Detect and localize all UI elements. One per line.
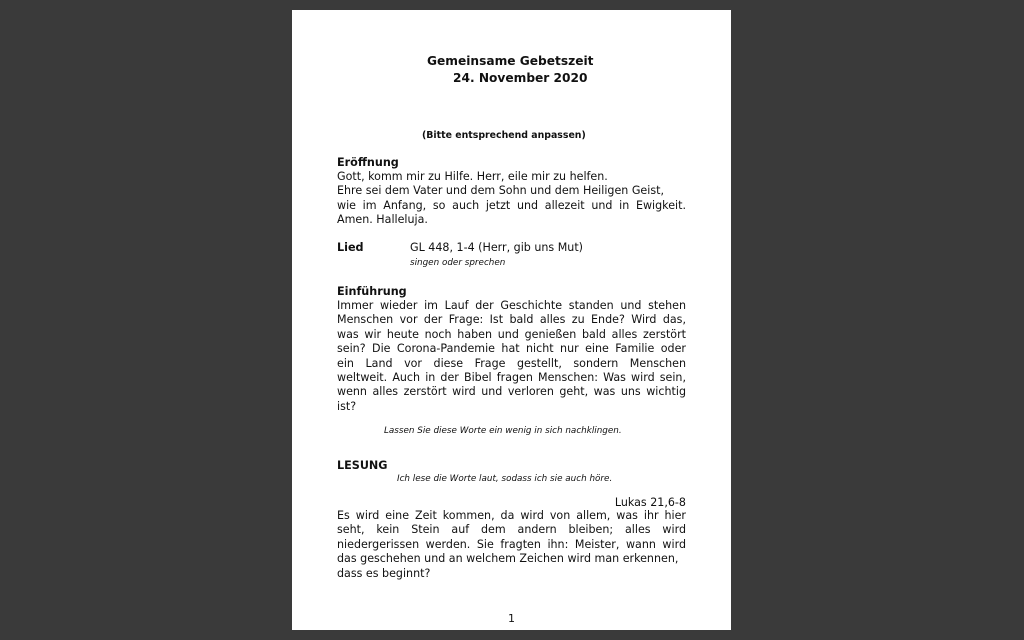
eroeffnung-text	[337, 170, 686, 228]
text-line: ist?	[337, 399, 357, 413]
section-heading-lesung: LESUNG	[337, 459, 388, 472]
text-line: seht, kein Stein auf dem andern bleiben; alles wird	[337, 523, 686, 537]
section-heading-einfuehrung: Einführung	[337, 285, 407, 298]
lied-text: GL 448, 1-4 (Herr, gib uns Mut)	[410, 241, 583, 254]
document-title: Gemeinsame Gebetszeit	[427, 54, 594, 68]
lied-label: Lied	[337, 241, 364, 254]
text-line: wenn alles zerstört wird und verloren geht, was uns wichtig	[337, 385, 686, 399]
text-line: weltweit. Auch in der Bibel fragen Menschen: Was wird sein,	[337, 370, 686, 384]
page-number: 1	[508, 612, 515, 625]
document-date: 24. November 2020	[453, 71, 588, 85]
text-line: das geschehen und an welchem Zeichen wird man erkennen,	[337, 552, 679, 566]
einfuehrung-instruction: Lassen Sie diese Worte ein wenig in sich nachklingen.	[384, 426, 622, 436]
lesung-text	[337, 509, 686, 581]
text-line: Ehre sei dem Vater und dem Sohn und dem Heiligen Geist,	[337, 184, 664, 198]
text-line: niedergerissen werden. Sie fragten ihn: Meister, wann wird	[337, 537, 686, 551]
adjust-note: (Bitte entsprechend anpassen)	[422, 130, 586, 141]
lesung-instruction: Ich lese die Worte laut, sodass ich sie auch höre.	[397, 474, 613, 484]
text-line: Immer wieder im Lauf der Geschichte standen und stehen	[337, 299, 686, 312]
text-line: sein? Die Corona-Pandemie hat nicht nur eine Familie oder	[337, 342, 686, 356]
text-line: was wir heute noch haben und genießen bald alles zerstört	[337, 327, 686, 341]
lesung-reference: Lukas 21,6-8	[614, 496, 686, 509]
text-line: Menschen vor der Frage: Ist bald alles zu Ende? Wird das,	[337, 313, 686, 327]
text-line: dass es beginnt?	[337, 566, 431, 580]
einfuehrung-text	[337, 299, 686, 414]
lied-instruction: singen oder sprechen	[410, 258, 506, 268]
text-line: wie im Anfang, so auch jetzt und allezeit und in Ewigkeit.	[337, 198, 686, 212]
document-page	[292, 10, 731, 630]
section-heading-eroeffnung: Eröffnung	[337, 156, 399, 169]
text-line: Gott, komm mir zu Hilfe. Herr, eile mir zu helfen.	[337, 170, 608, 183]
text-line: Amen. Halleluja.	[337, 213, 428, 227]
text-line: ein Land vor diese Frage gestellt, sondern Menschen	[337, 356, 686, 370]
text-line: Es wird eine Zeit kommen, da wird von allem, was ihr hier	[337, 509, 686, 522]
